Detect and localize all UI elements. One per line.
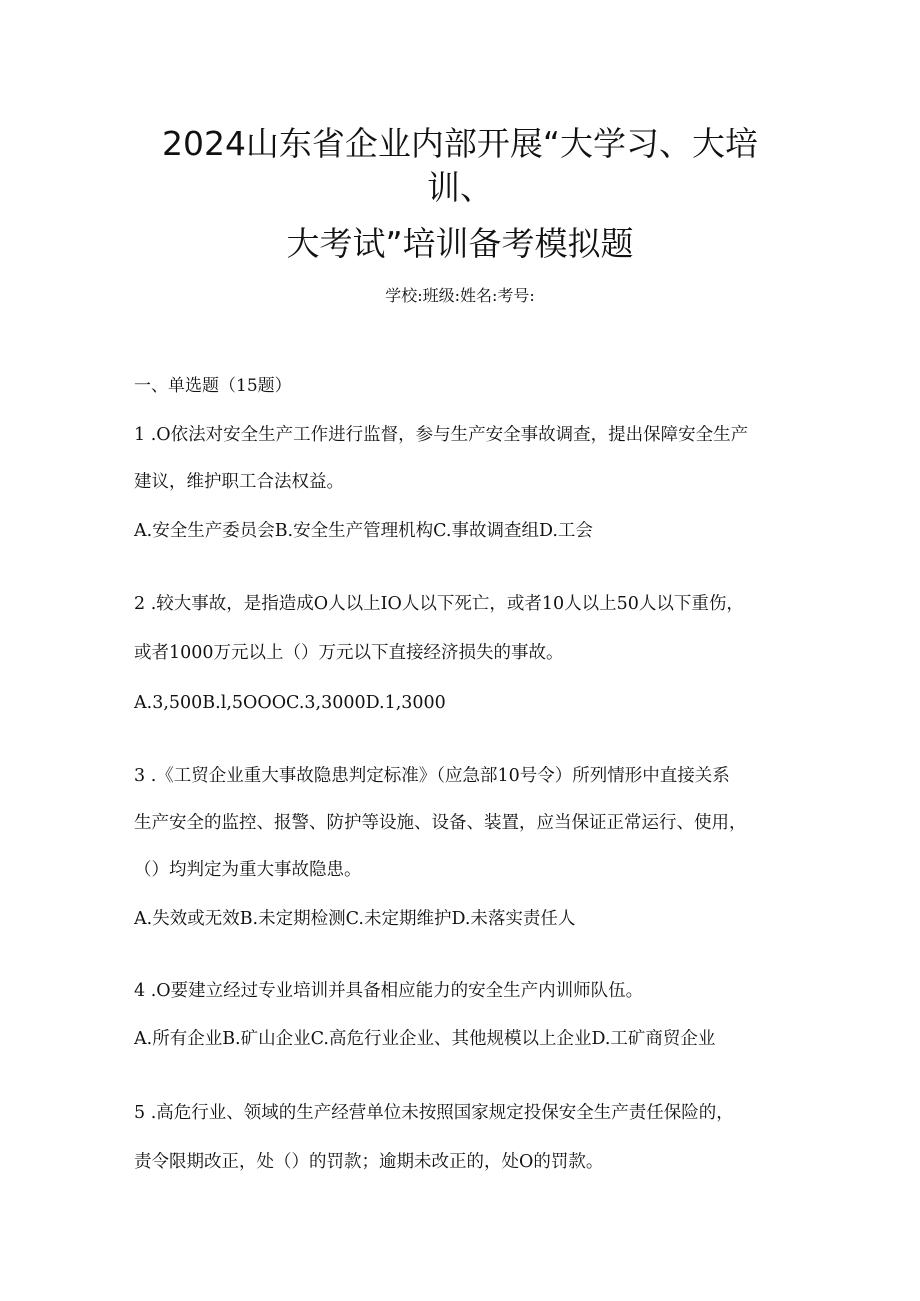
document-title-line-3: 大考试”培训备考模拟题 — [286, 224, 634, 263]
student-info-line: 学校:班级:姓名:考号: — [385, 286, 535, 305]
question-3-line-1: 3 .《工贸企业重大事故隐患判定标准》（应急部10号令）所列情形中直接关系 — [134, 766, 730, 786]
question-2-line-1: 2 .较大事故，是指造成O人以上IO人以下死亡，或者10人以上50人以下重伤， — [134, 594, 744, 614]
question-1-line-1: 1 .O依法对安全生产工作进行监督，参与生产安全事故调查，提出保障安全生产 — [134, 425, 749, 445]
question-5-line-2: 责令限期改正，处（）的罚款；逾期未改正的，处O的罚款。 — [134, 1152, 604, 1172]
section-heading: 一、单选题（15题） — [134, 376, 292, 396]
question-2-options: A.3,500B.l,5OOOC.3,3000D.1,3000 — [134, 693, 446, 713]
question-3-line-3: （）均判定为重大事故隐患。 — [134, 860, 362, 880]
question-1-options: A.安全生产委员会B.安全生产管理机构C.事故调查组D.工会 — [134, 521, 593, 541]
question-5-line-1: 5 .高危行业、领域的生产经营单位未按照国家规定投保安全生产责任保险的， — [134, 1103, 734, 1123]
question-4-line-1: 4 .O要建立经过专业培训并具备相应能力的安全生产内训师队伍。 — [134, 981, 644, 1001]
question-1-line-2: 建议，维护职工合法权益。 — [134, 472, 344, 492]
question-4-options: A.所有企业B.矿山企业C.高危行业企业、其他规模以上企业D.工矿商贸企业 — [134, 1029, 716, 1049]
question-3-options: A.失效或无效B.未定期检测C.未定期维护D.未落实责任人 — [134, 909, 576, 929]
question-2-line-2: 或者1000万元以上（）万元以下直接经济损失的事故。 — [134, 643, 564, 663]
question-3-line-2: 生产安全的监控、报警、防护等设施、设备、装置，应当保证正常运行、使用， — [134, 813, 747, 833]
document-title-line-1: 2024山东省企业内部开展“大学习、大培 — [161, 124, 759, 163]
document-title-line-2: 训、 — [427, 168, 493, 207]
